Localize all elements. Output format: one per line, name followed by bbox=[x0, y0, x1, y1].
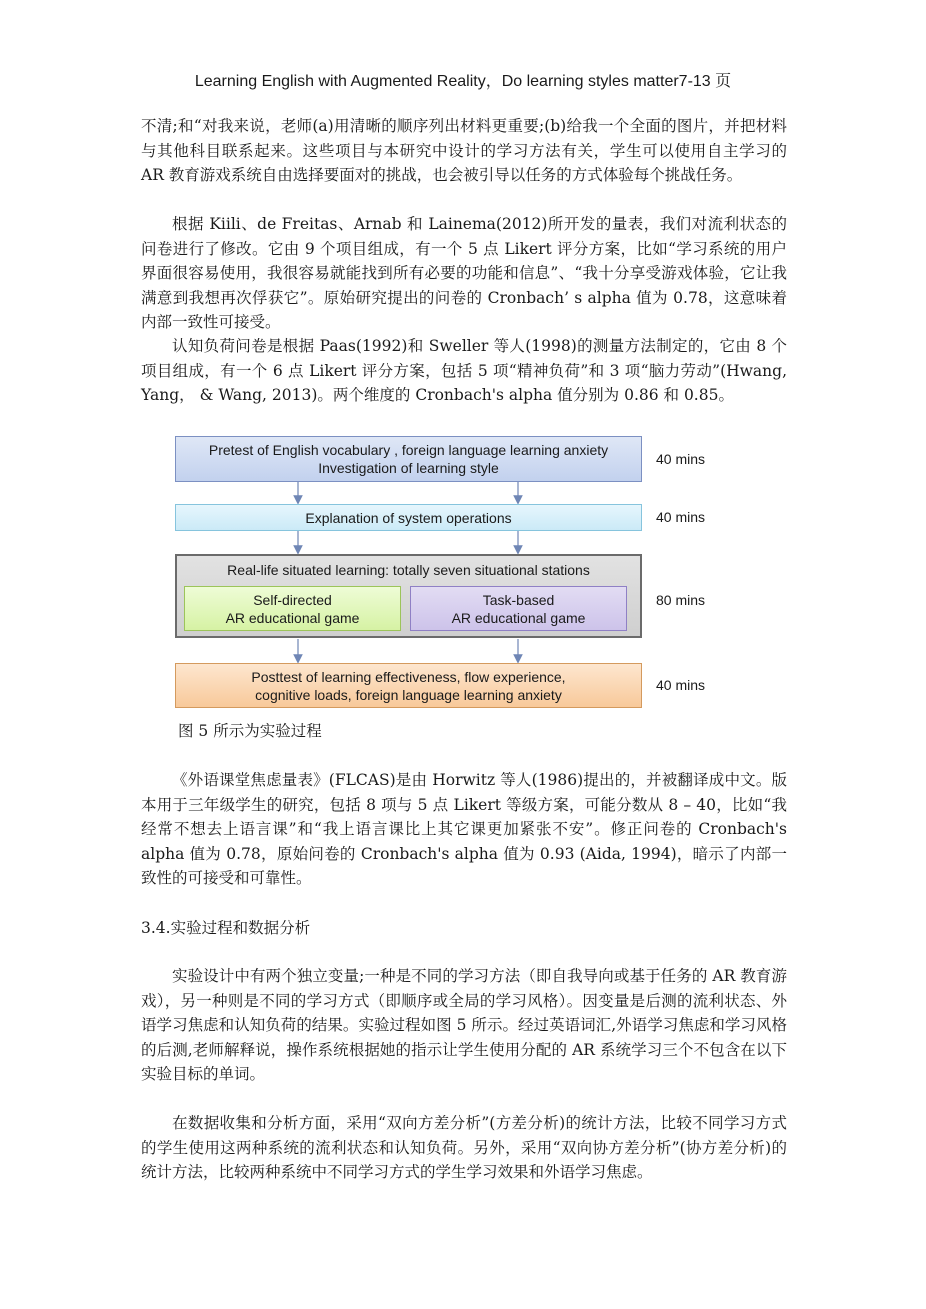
task-based-game-line2: AR educational game bbox=[451, 610, 586, 626]
step-explanation-duration: 40 mins bbox=[656, 509, 706, 525]
step-pretest-line2: Investigation of learning style bbox=[318, 460, 499, 476]
task-based-game-box bbox=[410, 586, 627, 631]
step-posttest-duration: 40 mins bbox=[656, 677, 706, 693]
step-pretest-line1: Pretest of English vocabulary , foreign language learning anxiety bbox=[208, 442, 609, 458]
step-posttest-box bbox=[175, 663, 642, 708]
step-pretest-box bbox=[175, 436, 642, 482]
step-posttest-line2: cognitive loads, foreign language learning anxiety bbox=[255, 687, 562, 703]
paragraph-6: 在数据收集和分析方面，采用“双向方差分析”(方差分析)的统计方法，比较不同学习方式的学生使用这两种系统的流利状态和认知负荷。另外，采用“双向协方差分析”(协方差分析)的统计方法，比较两种系统中不同学习方式的学生学习效果和外语学习焦虑。 bbox=[141, 1114, 787, 1182]
step-situated-learning-title: Real-life situated learning: totally seven situational stations bbox=[227, 562, 590, 578]
paragraph-4: 《外语课堂焦虑量表》(FLCAS)是由 Horwitz 等人(1986)提出的，并被翻译成中文。版本用于三年级学生的研究，包括 8 项与 5 点 Likert 等级方案，可能分数从 8 – 40，比如“我经常不想去上语言课”和“我上语言课比上其它课更加紧张不安”。修正问卷的 Cronbach's alpha 值为 0.78，原始问卷的 Cronbach's alpha 值为 0.93 (Aida, 1994)，暗示了内部一致性的可接受和可靠性。 bbox=[141, 771, 787, 888]
section-heading: 3.4.实验过程和数据分析 bbox=[141, 919, 311, 937]
step-pretest-duration: 40 mins bbox=[656, 451, 706, 467]
paragraph-5: 实验设计中有两个独立变量;一种是不同的学习方法（即自我导向或基于任务的 AR 教育游戏），另一种则是不同的学习方式（即顺序或全局的学习风格）。因变量是后测的流利状态、外语学习焦虑和认知负荷的结果。实验过程如图 5 所示。经过英语词汇,外语学习焦虑和学习风格的后测,老师解释说，操作系统根据她的指示让学生使用分配的 AR 系统学习三个不包含在以下实验目标的单词。 bbox=[141, 967, 787, 1084]
self-directed-game-line1: Self-directed bbox=[253, 592, 332, 608]
task-based-game-line1: Task-based bbox=[482, 592, 555, 608]
paragraph-1: 不清;和“对我来说，老师(a)用清晰的顺序列出材料更重要;(b)给我一个全面的图片，并把材料与其他科目联系起来。这些项目与本研究中设计的学习方法有关，学生可以使用自主学习的 AR 教育游戏系统自由选择要面对的挑战，也会被引导以任务的方式体验每个挑战任务。 bbox=[141, 117, 787, 185]
figure-caption: 图 5 所示为实验过程 bbox=[178, 722, 322, 740]
step-explanation-box bbox=[175, 504, 642, 531]
paragraph-2: 根据 Kiili、de Freitas、Arnab 和 Lainema(2012)所开发的量表，我们对流利状态的问卷进行了修改。它由 9 个项目组成，有一个 5 点 Likert 评分方案，比如“学习系统的用户界面很容易使用，我很容易就能找到所有必要的功能和信息”、“我十分享受游戏体验，它让我满意到我想再次俘获它”。原始研究提出的问卷的 Cronbach’ s alpha 值为 0.78，这意味着内部一致性可接受。 bbox=[141, 215, 787, 332]
self-directed-game-line2: AR educational game bbox=[225, 610, 360, 626]
step-posttest-line1: Posttest of learning effectiveness, flow experience, bbox=[251, 669, 566, 685]
step-situated-learning-duration: 80 mins bbox=[656, 592, 706, 608]
page-header: Learning English with Augmented Reality，Do learning styles matter7-13 页 bbox=[194, 73, 732, 90]
paragraph-3: 认知负荷问卷是根据 Paas(1992)和 Sweller 等人(1998)的测量方法制定的，它由 8 个项目组成，有一个 6 点 Likert 评分方案，包括 5 项“精神负荷”和 3 项“脑力劳动”(Hwang, Yang， & Wang, 2013)。两个维度的 Cronbach's alpha 值分别为 0.86 和 0.85。 bbox=[141, 337, 787, 405]
step-explanation-label: Explanation of system operations bbox=[305, 510, 512, 526]
self-directed-game-box bbox=[184, 586, 401, 631]
